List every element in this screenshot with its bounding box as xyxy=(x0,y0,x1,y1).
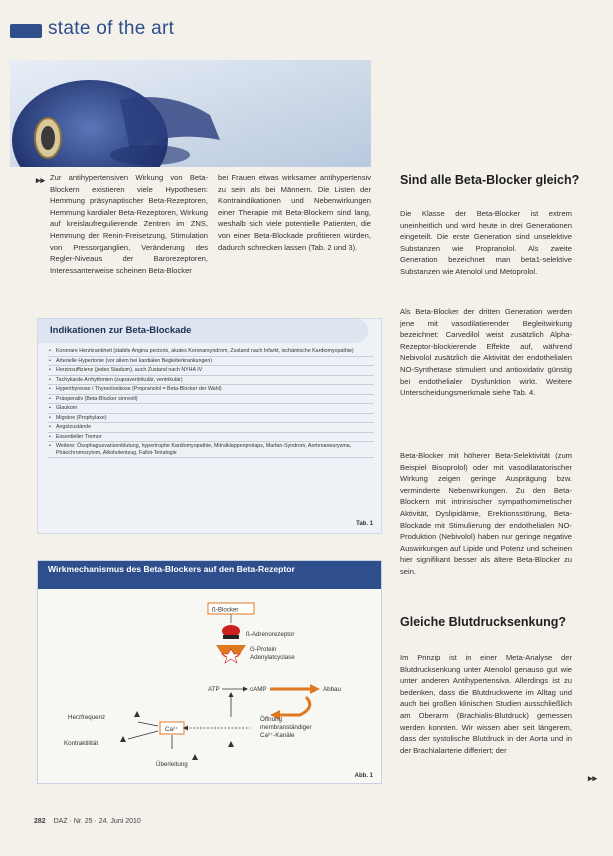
figure-label: Abb. 1 xyxy=(354,773,373,779)
figure-title: Wirkmechanismus des Beta-Blockers auf den Beta-Rezeptor xyxy=(48,564,295,574)
oeffnung-label-2: membranständiger xyxy=(260,724,312,731)
list-item: • Weitere: Ösophagusvarizenblutung, hypertrophe Kardiomyopathie, Mitralklappenprolaps, Marfan-Syndrom, Aortenaneurysma, Phäochromozytom, Alkoholentzug, Fallot-Tetralogie xyxy=(48,442,374,458)
list-item: • Hyperthyreose / Thyreotoxikose (Propranolol = Beta-Blocker der Wahl) xyxy=(48,385,374,395)
table-title: Indikationen zur Beta-Blockade xyxy=(50,325,192,336)
body-column-2: bei Frauen etwas wirksamer antihypertensiv zu sein als bei Männern. Die Listen der Kontraindikationen und Nebenwirkungen einer Therapie mit Beta-Blockern sind lang, weshalb sich viele potentielle Patienten, die von einer Beta-Blockade profitieren würden, dadurch schrecken lassen (Tab. 2 und 3). xyxy=(218,173,371,252)
oeffnung-label-3: Ca²⁺-Kanäle xyxy=(260,732,295,739)
list-item: • Präoperativ (Beta-Blocker sinnvoll) xyxy=(48,395,374,405)
continuation-arrow-icon: ▸▸ xyxy=(588,773,598,783)
header-photo xyxy=(10,60,371,167)
beta-blocker-label: ß-Blocker xyxy=(212,606,239,614)
list-item: • Glaukom xyxy=(48,404,374,414)
atp-label: ATP xyxy=(208,686,220,693)
list-item: • Koronare Herzkrankheit (stabile Angina pectoris, akutes Koronarsyndrom, Zustand nach Infarkt, ischämische Kardiomyopathie) xyxy=(48,347,374,357)
body-column-1: Zur antihypertensiven Wirkung von Beta-Blockern existieren viele Hypothesen: Hemmung präsynaptischer Beta-Rezeptoren, Hemmung kardialer Beta-Rezeptoren, Wirkung auf kreislaufregulierende Zentren im ZNS, Hemmung der Renin-Freisetzung, Stimulation von Pressorganglien, Veränderung des Regler-Niveaus der Barorezeptoren, Interessanterweise scheinen Beta-Blocker xyxy=(50,173,208,275)
oeffnung-label: Öffnung xyxy=(260,716,282,723)
list-item: • Arterielle Hypertonie (vor allem bei kardialen Begleiterkrankungen) xyxy=(48,357,374,367)
indications-table xyxy=(37,318,382,534)
table-header xyxy=(38,319,368,343)
abbau-label: Abbau xyxy=(323,686,341,693)
receptor-label: ß-Adrenorezeptor xyxy=(246,631,295,638)
sidebar-paragraph-1: Die Klasse der Beta-Blocker ist extrem uneinheitlich und wird heute in drei Generationen eingeteilt. Die erste Generation sind unselektive Substanzen wie Propranolol. Als zweite Generation bezeichnet man beta1-selektive Substanzen wie Atenolol und Metoprolol. xyxy=(400,209,572,276)
sidebar-paragraph-2: Als Beta-Blocker der dritten Generation werden jene mit vasodilatierender Begleitwirkung bezeichnet: Carvedilol weist zusätzlich Alpha-Rezeptor-blockierende Effekte auf, während Nebivolol zusätzlich die Aktivität der endothelialen NO-Synthetase stimuliert und antioxidativ günstig bei endothelialer Dysfunktion wirkt. Weitere Unterscheidungsmerkmale siehe Tab. 4. xyxy=(400,307,572,398)
figure-header xyxy=(38,561,381,589)
list-item: • Migräne (Prophylaxe) xyxy=(48,414,374,424)
table-label: Tab. 1 xyxy=(356,521,373,527)
camp-label: cAMP xyxy=(250,686,267,693)
mechanism-diagram xyxy=(38,589,381,783)
section-marker xyxy=(10,24,42,38)
sidebar-paragraph-3: Beta-Blocker mit höherer Beta-Selektivität (zum Beispiel Bisoprolol) oder mit vasodilatatorischer Wirkung zeigen geringe Ausprägung bzw. verminderte Nebenwirkungen. Zu den Beta-Blockern mit intrinsischer sympathomimetischer Aktivität, Dyslipidämie, Erektionsstörung, Beta-Blockade mit Stimulierung der endothelialen NO-Produktion (Nebivolol) haben nur geringe negative Auswirkungen auf Lipide und Potenz und scheinen hier signifikant besser als ältere Beta-Blocker zu sein. xyxy=(400,451,572,576)
kontraktilitaet-label: Kontraktilität xyxy=(64,740,99,747)
list-item: • Essentieller Tremor xyxy=(48,433,374,443)
sidebar-heading-2: Gleiche Blutdrucksenkung? xyxy=(400,615,567,629)
list-item: • Angstzustände xyxy=(48,423,374,433)
herzfrequenz-label: Herzfrequenz xyxy=(68,714,106,721)
page-number: 282 xyxy=(34,818,46,825)
sidebar-paragraph-4: Im Prinzip ist in einer Meta-Analyse der Blutdrucksenkung unter Atenolol genauso gut wie unter anderen Antihypertensiva. Allerdings ist zu bedenken, dass die Blutdruckwerte im Alltag und auch bei großen klinischen Studien ausschließlich am Oberarm (Brachialis-Blutdruck) gemessen werden konnten. Wir wissen aber seit längerem, dass der systolische Blutdruck in der Aorta und in der Brachialarterie differiert; der xyxy=(400,653,572,755)
list-item: • Herzinsuffizienz (jedes Stadium), auch Zustand nach NYHA IV xyxy=(48,366,374,376)
ueberleitung-label: Überleitung xyxy=(156,761,188,768)
adenylatcyclase-label: Adenylatcyclase xyxy=(250,654,295,661)
list-item: • Tachykarde Arrhythmien (supraventrikulär, ventrikulär) xyxy=(48,376,374,386)
journal-line: DAZ · Nr. 25 · 24. Juni 2010 xyxy=(53,818,141,825)
continuation-arrow-icon: ▸▸ xyxy=(36,175,46,185)
g-protein-label: G-Protein xyxy=(250,646,277,653)
section-title: state of the art xyxy=(48,18,175,39)
indications-list xyxy=(48,347,374,458)
membrane-icon xyxy=(223,635,239,639)
mechanism-figure xyxy=(37,560,382,784)
sidebar-heading-1: Sind alle Beta-Blocker gleich? xyxy=(400,173,580,187)
page-footer xyxy=(34,818,141,825)
calcium-label: Ca²⁺ xyxy=(165,726,179,733)
